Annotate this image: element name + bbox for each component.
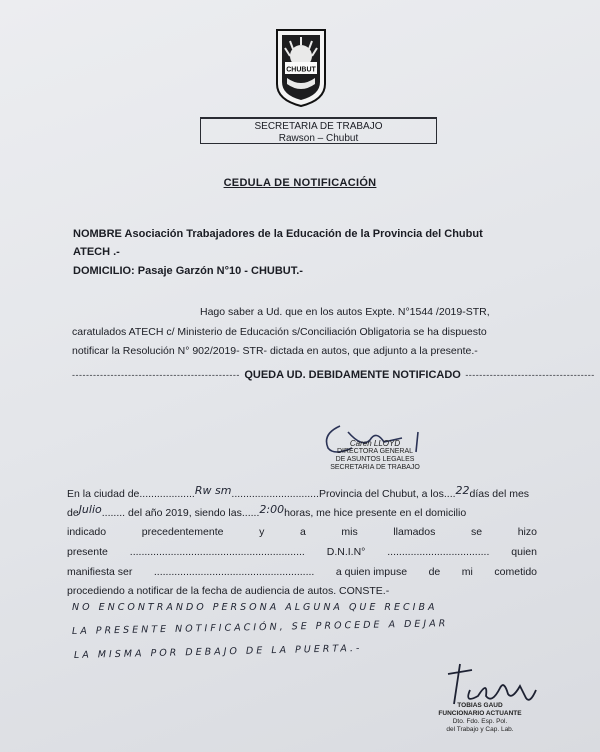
official-name: TOBIAS GAUD [457,702,503,709]
form-word: y [259,526,265,538]
handwritten-day: 22 [455,484,470,497]
official-dept-2: del Trabajo y Cap. Lab. [446,726,514,733]
form-word: se [470,526,483,538]
body-line-2: caratulados ATECH c/ Ministerio de Educación s/Conciliación Obligatoria se ha dispuesto [72,326,487,338]
form-dots: ....................................................... [153,566,315,578]
form-word: manifiesta ser [67,566,133,578]
notice-dashes-right: ------------------------------------- [465,370,595,380]
form-dots: ...... [241,507,260,519]
recipient-name-line2: ATECH .- [73,246,120,258]
form-word: mis [341,526,358,538]
crest-label: CHUBUT [286,66,316,74]
form-text: En la ciudad de [67,488,140,500]
handwritten-note-line-3: LA MISMA POR DEBAJO DE LA PUERTA.- [73,642,363,661]
form-row-3 [67,526,537,538]
office-header-box [200,117,437,144]
notice-line [72,365,595,383]
form-dots: ................................... [387,546,490,558]
form-word: indicado [67,526,107,538]
form-text: Provincia del Chubut, a los [318,488,444,500]
document-title: CEDULA DE NOTIFICACIÓN [223,177,377,189]
form-word: hizo [517,526,537,538]
form-text: de [67,507,79,519]
office-location: Rawson – Chubut [278,133,359,144]
handwritten-month: Julio [78,503,102,516]
official-dept-1: Dto. Fdo. Esp. Pol. [452,718,508,725]
form-row-2 [67,503,467,519]
address-value: Pasaje Garzón N°10 - CHUBUT.- [137,265,303,277]
provincial-crest [273,26,329,108]
form-dots: .... [443,488,456,500]
address-label: DOMICILIO: [73,265,135,277]
form-row-1 [67,484,530,500]
signature-1-block [300,440,450,472]
signer-title-3: SECRETARIA DE TRABAJO [330,464,420,471]
handwritten-city: Rw sm [194,484,232,497]
signer-name: Caren LLOYD [349,439,401,448]
form-word: presente [67,546,108,558]
form-row-5 [67,566,537,578]
form-row-4 [67,546,537,558]
form-word: cometido [494,566,537,578]
form-dots: .............................. [231,488,319,500]
notice-dashes-left: ------------------------------------------------ [72,370,240,380]
notice-text: QUEDA UD. DEBIDAMENTE NOTIFICADO [244,369,461,381]
recipient-address [73,265,303,277]
form-text: días del mes [469,488,530,500]
form-dots: ........ [101,507,126,519]
form-text: horas, me hice presente en el domicilio [284,507,467,519]
form-row-6: procediendo a notificar de la fecha de audiencia de autos. CONSTE.- [67,585,390,597]
form-word: a quien impuse [335,566,408,578]
body-line-1: Hago saber a Ud. que en los autos Expte. N°1544 /2019-STR, [200,306,490,318]
office-name: SECRETARIA DE TRABAJO [254,121,383,132]
handwritten-time: 2:00 [259,503,285,516]
form-word: de [428,566,441,578]
form-word: a [299,526,306,538]
form-dots: ................... [139,488,195,500]
body-line-3: notificar la Resolución N° 902/2019- STR- dictada en autos, que adjunto a la presente.- [72,345,478,357]
recipient-name-line1 [73,228,483,240]
handwritten-note-line-2: LA PRESENTE NOTIFICACIÓN, SE PROCEDE A DEJAR [71,618,449,637]
form-dots: ............................................................ [129,546,305,558]
name-label: NOMBRE [73,228,122,240]
handwritten-note-line-1: NO ENCONTRANDO PERSONA ALGUNA QUE RECIBA [72,602,438,613]
name-value: Asociación Trabajadores de la Educación de la Provincia del Chubut [124,228,483,240]
signer-title-2: DE ASUNTOS LEGALES [335,456,415,463]
form-word: llamados [393,526,436,538]
form-text: del año 2019, siendo las [128,507,242,519]
form-word: mi [461,566,473,578]
form-word: precedentemente [141,526,224,538]
form-word: D.N.I.N° [326,546,366,558]
form-word: quien [511,546,537,558]
official-role: FUNCIONARIO ACTUANTE [438,710,522,717]
signer-title-1: DIRECTORA GENERAL [336,448,414,455]
signature-2-block [420,702,540,734]
